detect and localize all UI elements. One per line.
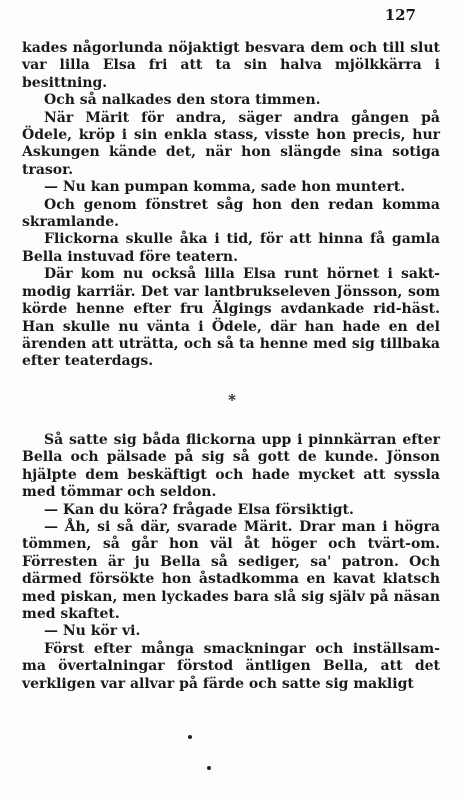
paragraph: Först efter många smackningar och inställsam-ma övertalningar förstod äntligen Bella, att det verkligen var allvar på färde och satte sig makligt [22, 640, 440, 692]
paragraph: Där kom nu också lilla Elsa runt hörnet i sakt-modig karriär. Det var lantbrukseleven Jönsson, som körde henne efter fru Älgings avdankade rid-häst. Han skulle nu vänta i Ödele, där han hade en del ärenden att uträtta, och så ta henne med sig tillbaka efter teaterdags. [22, 266, 440, 370]
print-speck [188, 735, 192, 739]
paragraph: Flickorna skulle åka i tid, för att hinna få gamla Bella instuvad före teatern. [22, 231, 440, 265]
print-speck [207, 766, 211, 770]
paragraph: Och så nalkades den stora timmen. [44, 92, 321, 109]
paragraph: — Åh, si så där, svarade Märit. Drar man i högra tömmen, så går hon väl åt höger och tvärt-om. Förresten är ju Bella så sediger, sa' patron. Och därmed försökte hon åstadkomma en kavat klatsch med piskan, men lyckades bara slå sig själv på näsan med skaftet. [22, 519, 440, 623]
text-section-1 [22, 40, 440, 371]
paragraph: — Kan du köra? frågade Elsa försiktigt. [44, 501, 354, 518]
text-section-2 [22, 432, 440, 693]
paragraph: kades någorlunda nöjaktigt besvara dem och till slut var lilla Elsa fri att ta sin halva mjölkkärra i besittning. [22, 40, 440, 91]
paragraph: När Märit för andra, säger andra gången på Ödele, kröp i sin enkla stass, visste hon precis, hur Askungen kände det, när hon slängde sina sotiga trasor. [22, 109, 440, 178]
page-number: 127 [384, 6, 416, 24]
paragraph: — Nu kör vi. [44, 623, 141, 640]
paragraph: Och genom fönstret såg hon den redan komma skramlande. [22, 196, 440, 231]
section-separator: * [228, 391, 236, 409]
paragraph: Så satte sig båda flickorna upp i pinnkärran efter Bella och pälsade på sig så gott de kunde. Jönson hjälpte dem beskäftigt och hade mycket att syssla med tömmar och seldon. [22, 432, 440, 501]
paragraph: — Nu kan pumpan komma, sade hon muntert. [44, 179, 406, 196]
